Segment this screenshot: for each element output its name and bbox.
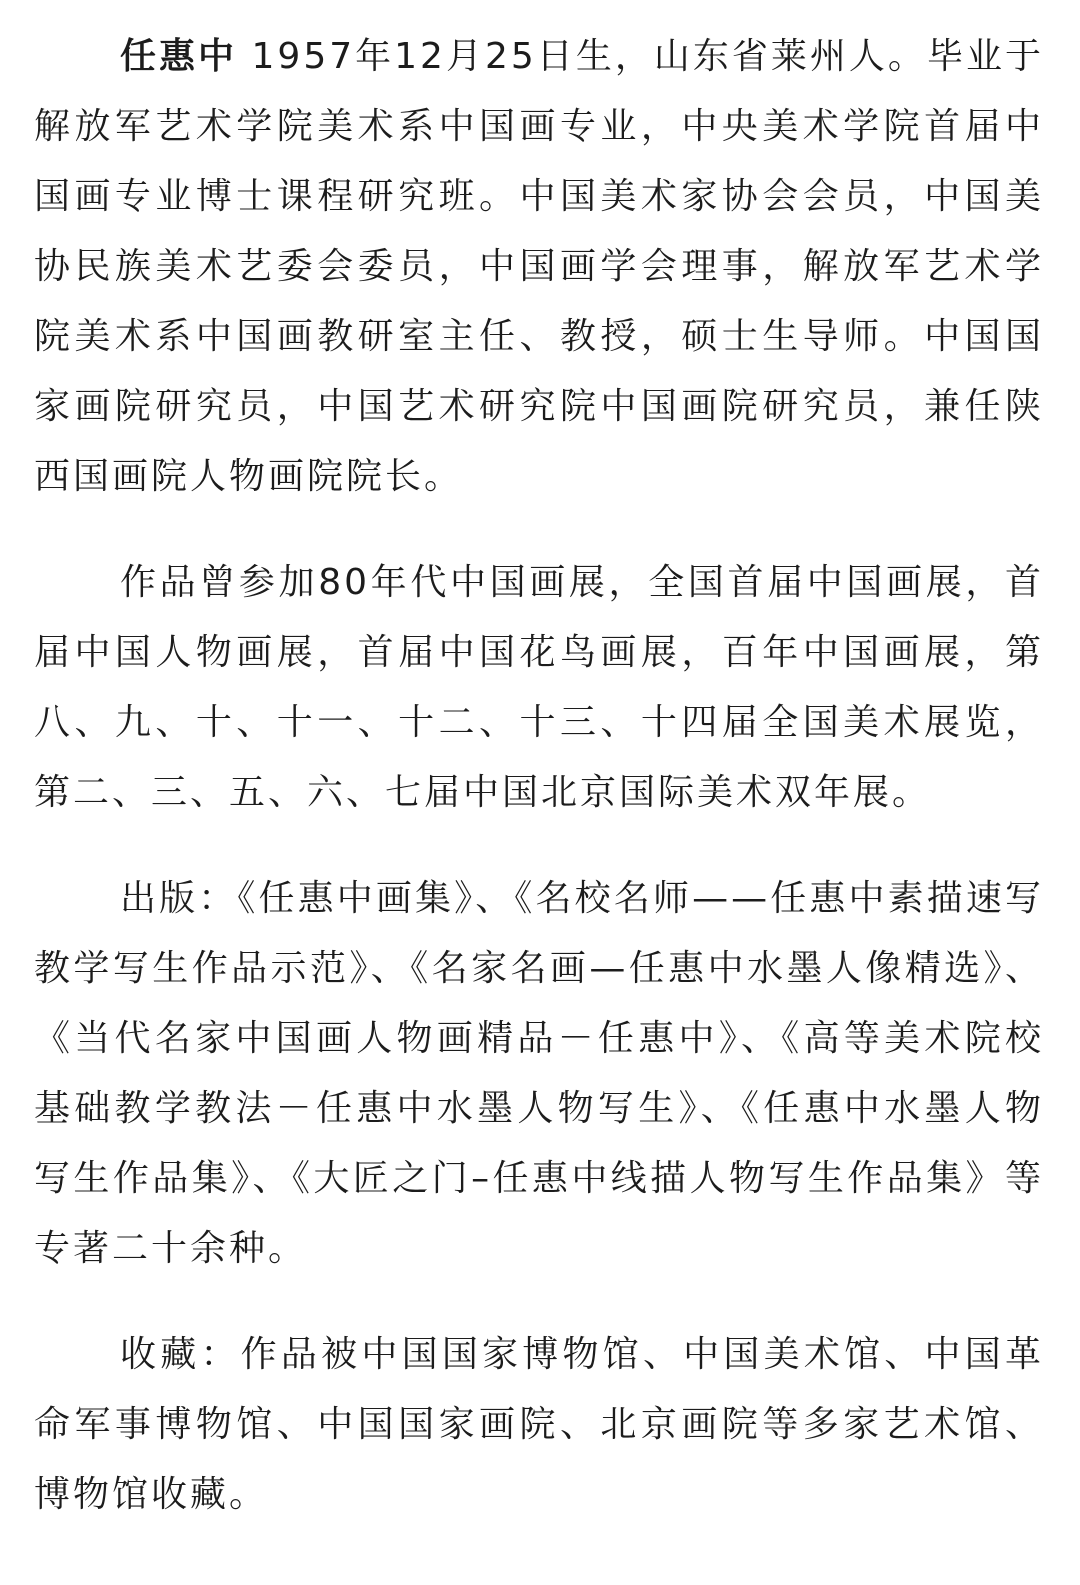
exhibitions-paragraph: 作品曾参加80年代中国画展，全国首届中国画展，首届中国人物画展，首届中国花鸟画展，百年中国画展，第八、九、十、十一、十二、十三、十四届全国美术展览，第二、三、五、六、七届中国北京国际美术双年展。: [34, 562, 1044, 813]
biography-paragraph: [34, 22, 1044, 512]
artist-name: 任惠中: [120, 36, 238, 77]
article-body: [34, 22, 1044, 1566]
publications-paragraph: 出版：《任惠中画集》、《名校名师——任惠中素描速写教学写生作品示范》、《名家名画—任惠中水墨人像精选》、《当代名家中国画人物画精品－任惠中》、《高等美术院校基础教学教法－任惠中水墨人物写生》、《任惠中水墨人物写生作品集》、《大匠之门–任惠中线描人物写生作品集》等专著二十余种。: [34, 878, 1044, 1269]
collections-paragraph: 收藏：作品被中国国家博物馆、中国美术馆、中国革命军事博物馆、中国国家画院、北京画院等多家艺术馆、博物馆收藏。: [34, 1334, 1044, 1515]
biography-text: 1957年12月25日生，山东省莱州人。毕业于解放军艺术学院美术系中国画专业，中央美术学院首届中国画专业博士课程研究班。中国美术家协会会员，中国美协民族美术艺委会委员，中国画学会理事，解放军艺术学院美术系中国画教研室主任、教授，硕士生导师。中国国家画院研究员，中国艺术研究院中国画院研究员，兼任陕西国画院人物画院院长。: [34, 36, 1044, 497]
